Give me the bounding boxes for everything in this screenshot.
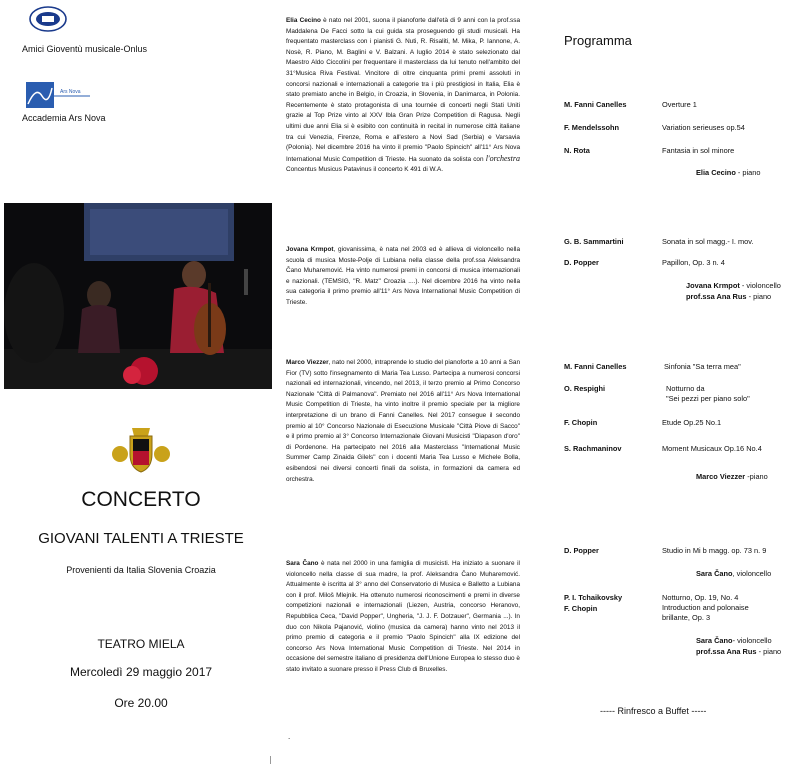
programme-piece: Notturno, Op. 19, No. 4 Introduction and polonaise brillante, Op. 3 <box>662 593 749 622</box>
bio-name: Sara Čano <box>286 560 319 567</box>
ars-nova-logo <box>26 82 90 108</box>
concert-title: CONCERTO <box>81 488 201 511</box>
programme-composer: N. Rota <box>564 146 590 155</box>
programme-composer: F. Chopin <box>564 604 598 613</box>
bio-name: Jovana Krmpot <box>286 246 334 253</box>
org-amici-gioventu: Amici Gioventù musicale-Onlus <box>22 44 148 54</box>
bio-name: Elia Cecino <box>286 17 321 24</box>
performer-line: Sara Čano, violoncello <box>696 569 772 578</box>
programme-piece: Sonata in sol magg.- I. mov. <box>662 237 754 246</box>
concert-origin: Provenienti da Italia Slovenia Croazia <box>66 565 216 575</box>
programme-composer: F. Mendelssohn <box>564 123 620 132</box>
programme-piece: Studio in Mi b magg. op. 73 n. 9 <box>662 546 767 555</box>
amici-gioventu-logo <box>28 4 68 34</box>
programme-composer: P. I. Tchaikovsky <box>564 593 623 602</box>
buffet-note: ----- Rinfresco a Buffet ----- <box>600 706 707 716</box>
trieste-crest <box>108 424 174 476</box>
programme-composer: M. Fanni Canelles <box>564 100 627 109</box>
programme-composer: D. Popper <box>564 258 599 267</box>
stray-dot: . <box>288 732 291 741</box>
divider-mark <box>270 756 271 764</box>
programme-piece: Variation serieuses op.54 <box>662 123 745 132</box>
programme-piece: Fantasia in sol minore <box>662 146 735 155</box>
performer-line: Jovana Krmpot - violoncello <box>686 281 781 290</box>
programme-composer: F. Chopin <box>564 418 598 427</box>
concert-time: Ore 20.00 <box>114 696 168 710</box>
programme-title: Programma <box>564 33 632 48</box>
programme-composer: M. Fanni Canelles <box>564 362 627 371</box>
programme-piece-sub: "Sei pezzi per piano solo" <box>666 394 750 403</box>
performer-line: Elia Cecino - piano <box>696 168 761 177</box>
programme-piece: Sinfonia "Sa terra mea" <box>664 362 741 371</box>
programme-piece: Papillon, Op. 3 n. 4 <box>662 258 725 267</box>
bio-sara-cano: Sara Čano è nata nel 2000 in una famiglia di musicisti. Ha iniziato a suonare il violoncello nella classe di sua madre, la prof. Aleksandra Čano Muharemović. Attualmente è iscritta al 3° anno del Conservatorio di Musica e Balletto a Lubiana con il prof. Miloš Mlejnik. Ha ottenuto numerosi riconoscimenti e premi in diverse competizioni nazionali e internazionali (Liezen, Austria, concorso Heranovo, Repubblica Ceca, "David Popper", Ungheria, "J. J. F. Dotzauer", Germania ...). In duo con Nikola Pajanović, violino (musica da camera) hanno vinto nel 2013 il primo premio di categoria e il premio "Paolo Spincich" alla IX edizione del concorso Ars Nova International Music Competition di Trieste. Nel 2014 in occasione del semestre italiano di presidenza dell'Unione Europea lo stesso duo è stato invitato a suonare presso il Press Club di Bruxelles. <box>286 560 520 673</box>
concert-date: Mercoledì 29 maggio 2017 <box>69 665 213 679</box>
venue: TEATRO MIELA <box>97 637 185 651</box>
bio-jovana-krmpot: Jovana Krmpot, giovanissima, è nata nel 2003 ed è allieva di violoncello nella scuola di musica Moste-Polje di Lubiana nella classe della prof.ssa Aleksandra Čano Muharemović. Ha vinto numerosi premi in concorsi di musica internazionali e nazionali. (TEMSIG, "R. Matz" Croazia ....). Nel dicembre 2016 ha vinto nella sua categoria il primo premio all'11° Ars Nova International Music Competition di Trieste. <box>286 246 520 306</box>
performer-line: Marco Viezzer -piano <box>696 472 768 481</box>
performer-line: prof.ssa Ana Rus - piano <box>686 292 772 301</box>
performer-line: Sara Čano- violoncello <box>696 636 772 645</box>
org-accademia-ars-nova: Accademia Ars Nova <box>22 113 106 123</box>
concert-subtitle: GIOVANI TALENTI A TRIESTE <box>38 530 244 547</box>
programme-composer: O. Respighi <box>564 384 606 393</box>
bio-name: Marco Viezzer <box>286 359 329 366</box>
programme-composer: D. Popper <box>564 546 599 555</box>
performer-line: prof.ssa Ana Rus - piano <box>696 647 782 656</box>
programme-piece: Etude Op.25 No.1 <box>662 418 722 427</box>
bio-elia-cecino: Elia Cecino è nato nel 2001, suona il pianoforte dall'età di 9 anni con la prof.ssa Maddalena De Facci sotto la cui guida sta proseguendo gli studi musicali. Ha frequentato masterclass con i pianisti G. Nuti, R. Risaliti, M. Mika, P. Iannone, A. Nosè, R. Piano, M. Baglini e V. Balzani. A luglio 2014 è stato selezionato dal Maestro Aldo Ciccolini per frequentare il masterclass da lui tenuto nell'ambito del 31°Musica Riva Festival. Vincitore di oltre cinquanta primi premi assoluti in concorsi nazionali e internazionali a categorie tra i più prestigiosi in Italia, Elia è stato premiato anche in Belgio, in Croazia, in Slovenia, in Danimarca, in Polonia. Recentemente è stato protagonista di una tournée di concerti negli Stati Uniti grazie al Top Prize vinto al XXV Ibla Gran Prize Competition di Ragusa. Negli ultimi due anni Elia si è esibito con continuità in recital in numerose città italiane tra cui Venezia, Firenze, Roma e all'estero a Novi Sad (Serbia) e Varsavia (Polonia). Nel dicembre 2016 ha vinto il premio "Paolo Spincich" all'11° Ars Nova International Music Competition di Trieste. Ha suonato da solista con l'orchestra Concentus Musicus Patavinus il concerto K 491 di W.A. <box>286 17 520 174</box>
bio-marco-viezzer: Marco Viezzer, nato nel 2000, intraprende lo studio del pianoforte a 10 anni a San Fior (TV) sotto l'insegnamento di Maria Tea Lusso. Partecipa a numerosi concorsi nazionali ed internazionali, vincendo, nel 2013, il terzo premio al Primo Concorso Nazionale "Città di Palmanova". Premiato nel 2016 all'11° Ars Nova International Music Competition di Trieste, ha vinto inoltre il premio speciale per la migliore interpretazione di un brano di Fanni Canelles. Nel 2017 consegue il secondo premio al 10° Concorso Nazionale di Esecuzione Musicale "Città Piove di Sacco" e il primo premio al 3° Concorso Internazionale Giovani Musicisti "Diapason d'oro" di Pordenone. Ha partecipato nel 2016 alla Masterclass "International Music Summer Camp Zinaida Gilels" con i docenti Maria Tea Lusso e Michele Bolla, esibendosi nei diversi concerti finali da solista, in formazioni da camera ed orchestra. <box>286 359 520 483</box>
programme-piece: Overture 1 <box>662 100 697 109</box>
programme-piece: Moment Musicaux Op.16 No.4 <box>662 444 762 453</box>
ars-nova-logo-text: Ars Nova <box>60 89 81 95</box>
programme-composer: G. B. Sammartini <box>564 237 624 246</box>
concert-photo <box>4 203 272 389</box>
programme-piece: Notturno da "Sei pezzi per piano solo" <box>666 384 750 403</box>
programme-composer: S. Rachmaninov <box>564 444 622 453</box>
